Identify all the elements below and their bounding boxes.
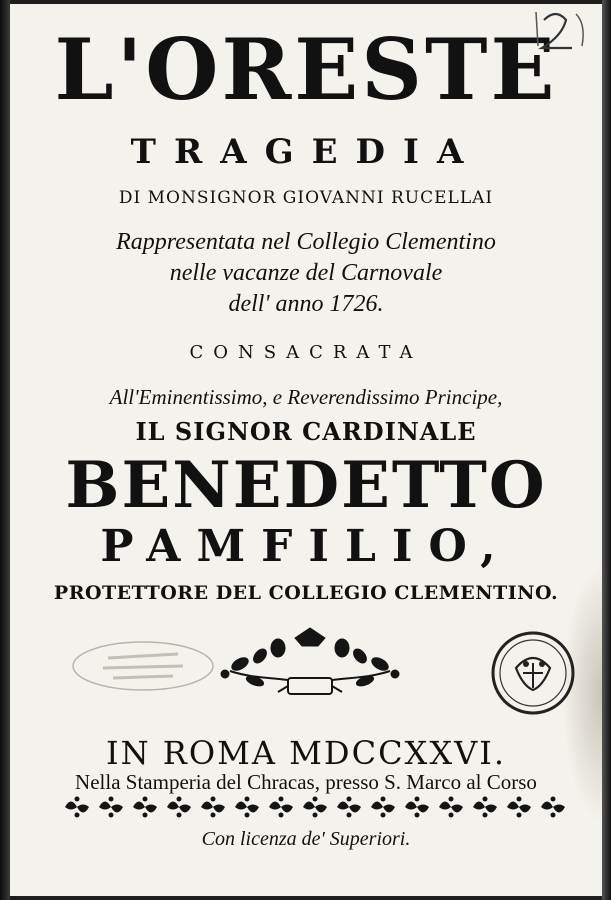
book-subtitle: TRAGEDIA (130, 132, 482, 172)
performance-line-1: Rappresentata nel Collegio Clementino (116, 229, 496, 255)
dedicatee-role: PROTETTORE DEL COLLEGIO CLEMENTINO. (53, 582, 559, 604)
license-line: Con licenza de' Superiori. (201, 828, 411, 850)
library-seal-icon (488, 628, 578, 718)
imprint-place: IN ROMA MDCCXXVI. (105, 734, 507, 772)
performance-line-3: dell' anno 1726. (228, 291, 384, 317)
printer-line: Nella Stamperia del Chracas, presso S. Marco al Corso (75, 770, 537, 794)
binding-gutter-right (602, 0, 611, 900)
handwritten-shelfmark (532, 6, 592, 66)
binding-gutter-left (0, 0, 10, 900)
book-title: L'ORESTE (54, 20, 558, 119)
honorific-line: IL SIGNOR CARDINALE (135, 417, 477, 446)
performance-line-2: nelle vacanze del Carnovale (169, 260, 443, 286)
dedicatee-last-name: PAMFILIO, (100, 521, 512, 572)
dedicatee-first-name: BENEDETTO (65, 448, 547, 523)
floral-ornament-icon (200, 626, 420, 706)
author-line: DI MONSIGNOR GIOVANNI RUCELLAI (118, 188, 494, 208)
title-page (10, 4, 602, 896)
consecrated-line: CONSACRATA (189, 342, 423, 363)
dedication-line: All'Eminentissimo, e Reverendissimo Principe, (109, 385, 503, 409)
library-stamp-icon (68, 636, 218, 696)
fleuron-border-icon (65, 794, 575, 820)
